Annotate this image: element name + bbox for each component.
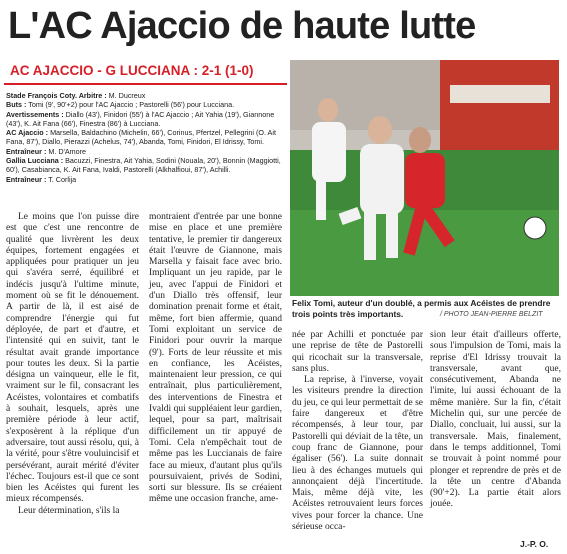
author-signature: J.-P. O. — [520, 539, 549, 549]
match-sheet-text: M. D'Amore — [46, 146, 87, 156]
match-sheet-label: Buts : — [6, 100, 27, 110]
match-sheet-label: Entraîneur : — [6, 174, 47, 184]
paragraph: Le moins que l'on puisse dire est que c'est une rencontre de qualité que livrèrent les deux équipes, fortement engagées et appliquées pour pratiquer un jeu qui s'avéra serré, équilibré et indécis jusqu'à l'ultime minute, moment où se fit le dénouement. A partir de là, il est aisé de comprendre l'énergie qui fut déployée, de part et d'autre, et l'intensité qui en suivit, tant le résultat avait grande importance pour toutes les deux. Si la partie désigna un vainqueur, elle le fit, vraiment sur le fil, consacrant les Acéistes, volontaires et combatifs à souhait, lesquels, après une première période à leur actif, s'exposèrent à la réplique d'un adversaire, tout aussi résolu, qui, à la vérité, pour s'être vouluincisif et persévérant, aurait mérité d'éviter l'échec. Toujours est-il que ce sont bien les Acéistes qui furent les mieux récompensés. — [6, 212, 139, 505]
article-column-3 — [292, 330, 423, 533]
score-title: AC AJACCIO - G LUCCIANA : 2-1 (1-0) — [4, 62, 287, 85]
photo-caption: Felix Tomi, auteur d'un doublé, a permis aux Acéistes de prendre trois points très importants. — [292, 298, 551, 319]
photo-credit: / PHOTO JEAN-PIERRE BELZIT — [440, 311, 543, 318]
article-column-2 — [149, 212, 282, 506]
match-sheet-line — [6, 147, 287, 156]
football-action-image — [290, 60, 559, 296]
match-sheet-line — [6, 100, 287, 109]
match-photo — [290, 60, 559, 296]
match-sheet-text: Diallo (43'), Finidori (55') à l'AC Ajaccio ; Ait Yahia (19'), Giannone (43'), K. Ait Fana (66'), Finestra (86') à Lucciana. — [6, 109, 275, 128]
match-sheet-label: Avertissements : — [6, 109, 64, 119]
match-sheet-line — [6, 175, 287, 184]
headline: L'AC Ajaccio de haute lutte — [8, 5, 476, 47]
match-sheet-line — [6, 110, 287, 129]
paragraph: sion leur était d'ailleurs offerte, sous l'impulsion de Tomi, mais la reprise d'El Idrissy trouvait la transversale, avant que, consécutivement, Abanda ne l'imite, lui aussi échouant de la même manière. Sur la fin, c'était Michelin qui, sur une percée de Diallo, concluait, lui aussi, sur la transversale. Mais, finalement, dans le temps additionnel, Tomi se trouvait à point nommé pour plonger et reprendre de près et de la tête un centre d'Abanda (90'+2). La partie était alors jouée. — [430, 330, 561, 510]
match-sheet-text: M. Ducreux — [106, 91, 146, 100]
match-sheet-label: Gallia Lucciana : — [6, 156, 64, 166]
paragraph: La reprise, à l'inverse, voyait les visiteurs prendre la direction du jeu, ce qui leur permettait de se faire dangereux et d'être récompensés, à leur tour, par Pastorelli qui déviait de la tête, un coup franc de Giannone, pour égaliser (56'). La suite donnait lieu à des échanges mutuels qui annonçaient déjà l'incertitude. Mais, même déjà vite, les Acéistes retrouvaient leurs forces vives pour forcer la chance. Une sérieuse occa- — [292, 375, 423, 533]
match-sheet-line — [6, 91, 287, 100]
match-sheet-text: Bacuzzi, Finestra, Ait Yahia, Sodini (Nouala, 20'), Bonnin (Maggiotti, 60'), Casabianca, K. Ait Fana, Ivaldi, Pastorelli (Alkhalfioui, 87'), Achilli. — [6, 156, 281, 175]
match-sheet-text: Tomi (9', 90'+2) pour l'AC Ajaccio ; Pastorelli (56') pour Lucciana. — [26, 100, 235, 110]
paragraph: Leur détermination, s'ils la — [18, 505, 120, 516]
match-sheet-lines — [4, 91, 287, 184]
paragraph: née par Achilli et ponctuée par une reprise de tête de Pastorelli qui ricochait sur la transversale, sans plus. — [292, 330, 423, 374]
match-sheet-text: Marsella, Baldachino (Michelin, 66'), Corinus, Pfertzel, Pellegrini (O. Ait Fana, 87'), Diallo, Pierazzi (Achelus, 74'), Abanda, Tomi, Finidori, El Idrissy, Tomi. — [6, 128, 276, 147]
article-column-4 — [430, 330, 561, 511]
article-column-1 — [6, 212, 139, 517]
match-sheet-line — [6, 128, 287, 147]
match-sheet-text: T. Corlija — [46, 174, 77, 184]
paragraph: montraient d'entrée par une bonne mise en place et une première tentative, le premier tir dangereux était l'œuvre de Giannone, mais Marsella y faisait face avec brio. Impliquant un jeu rapide, par le jeu, avec l'appui de Finidori et d'un Diallo très offensif, leur domination prenait forme et était, même, fort bien affermie, quand Tomi exploitant un service de Finidori pour ouvrir la marque (9'). Forts de leur réussite et mis en confiance, les Acéistes, maintenaient leur pression, ce qui entraînait, plus particulièrement, des interventions de Finestra et Ivaldi qui suppléaient leur gardien, lequel, pour sa part, maîtrisait difficilement un tir appuyé de Tomi. Cela n'empêchait tout de même pas les Luccianais de faire face au mieux, d'autant plus qu'ils poursuivaient, privés de Sodini, sorti sur blessure. Ils se créaient même une occasion franche, ame- — [149, 212, 282, 505]
match-sheet-label: Entraîneur : — [6, 146, 47, 156]
match-sheet-label: Stade François Coty. Arbitre : — [6, 91, 107, 100]
match-sheet-box — [4, 62, 287, 197]
match-sheet-line — [6, 156, 287, 175]
match-sheet-label: AC Ajaccio : — [6, 128, 49, 138]
